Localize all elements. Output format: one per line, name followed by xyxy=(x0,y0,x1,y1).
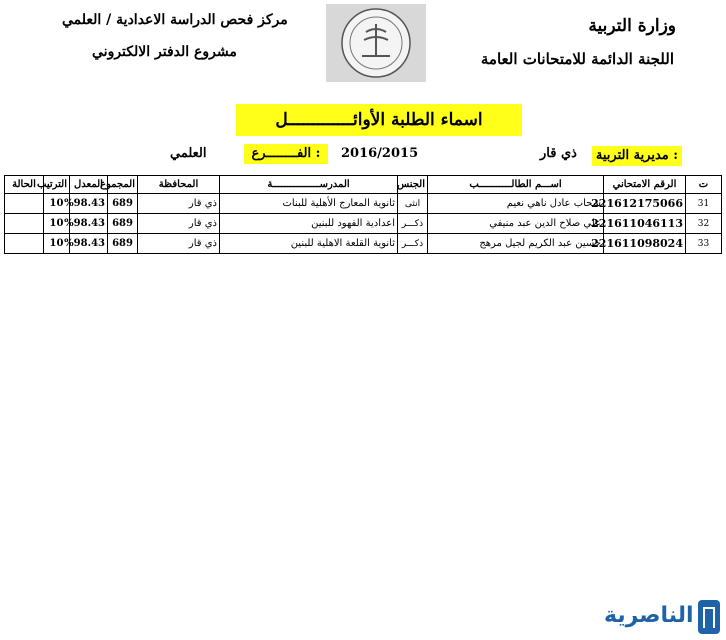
cell-exam-no: 221611046113 xyxy=(604,214,686,234)
cell-exam-no: 221612175066 xyxy=(604,194,686,214)
header-rank: الترتيب xyxy=(44,176,70,194)
cell-total: 689 xyxy=(108,214,138,234)
cell-seq: 33 xyxy=(686,234,722,254)
cell-rank: 10 xyxy=(44,234,70,254)
cell-average: %98.43 xyxy=(70,234,108,254)
cell-seq: 32 xyxy=(686,214,722,234)
cell-gender: انثى xyxy=(398,194,428,214)
cell-province: ذي قار xyxy=(138,234,220,254)
ministry-seal-icon xyxy=(326,4,426,82)
table-row xyxy=(5,214,722,234)
cell-status xyxy=(5,214,44,234)
header-status: الحالة xyxy=(5,176,44,194)
header-average: المعدل xyxy=(70,176,108,194)
cell-exam-no: 221611098024 xyxy=(604,234,686,254)
header-name: اســـم الطالـــــــــــب xyxy=(428,176,604,194)
branch-label: الفــــــــرع : xyxy=(244,144,328,164)
header-total: المجموع xyxy=(108,176,138,194)
logo-text: الناصرية xyxy=(604,603,694,628)
project-title: مشروع الدفتر الالكتروني xyxy=(92,44,237,60)
cell-name: علي صلاح الدين عبد منيفي xyxy=(428,214,604,234)
committee-title: اللجنة الدائمة للامتحانات العامة xyxy=(480,50,674,68)
cell-name: سحاب عادل ناهي نعيم xyxy=(428,194,604,214)
cell-average: %98.43 xyxy=(70,194,108,214)
ministry-title: وزارة التربية xyxy=(588,16,676,36)
cell-rank: 10 xyxy=(44,194,70,214)
branch-value: العلمي xyxy=(170,146,207,161)
cell-seq: 31 xyxy=(686,194,722,214)
header-gender: الجنس xyxy=(398,176,428,194)
header-province: المحافظة xyxy=(138,176,220,194)
cell-province: ذي قار xyxy=(138,194,220,214)
header-seq: ت xyxy=(686,176,722,194)
center-title: مركز فحص الدراسة الاعدادية / العلمي xyxy=(62,12,288,28)
table-row xyxy=(5,194,722,214)
students-table xyxy=(4,175,722,254)
table-header-row xyxy=(5,176,722,194)
directorate-value: ذي قار xyxy=(540,146,577,161)
cell-school: اعدادية الفهود للبنين xyxy=(220,214,398,234)
cell-status xyxy=(5,234,44,254)
page-title: اسماء الطلبة الأوائـــــــــــــل xyxy=(236,104,522,136)
cell-total: 689 xyxy=(108,194,138,214)
cell-school: ثانوية المعارج الأهلية للبنات xyxy=(220,194,398,214)
cell-total: 689 xyxy=(108,234,138,254)
cell-school: ثانوية القلعة الاهلية للبنين xyxy=(220,234,398,254)
cell-gender: ذكـــر xyxy=(398,214,428,234)
cell-province: ذي قار xyxy=(138,214,220,234)
cell-name: حسين عبد الكريم لجيل مرهج xyxy=(428,234,604,254)
header-exam-no: الرقم الامتحاني xyxy=(604,176,686,194)
cell-gender: ذكـــر xyxy=(398,234,428,254)
cell-average: %98.43 xyxy=(70,214,108,234)
cell-status xyxy=(5,194,44,214)
cell-rank: 10 xyxy=(44,214,70,234)
academic-year: 2016/2015 xyxy=(341,146,419,161)
header-school: المدرســــــــــــــــة xyxy=(220,176,398,194)
directorate-label: مديرية التربية : xyxy=(592,146,682,166)
table-row xyxy=(5,234,722,254)
